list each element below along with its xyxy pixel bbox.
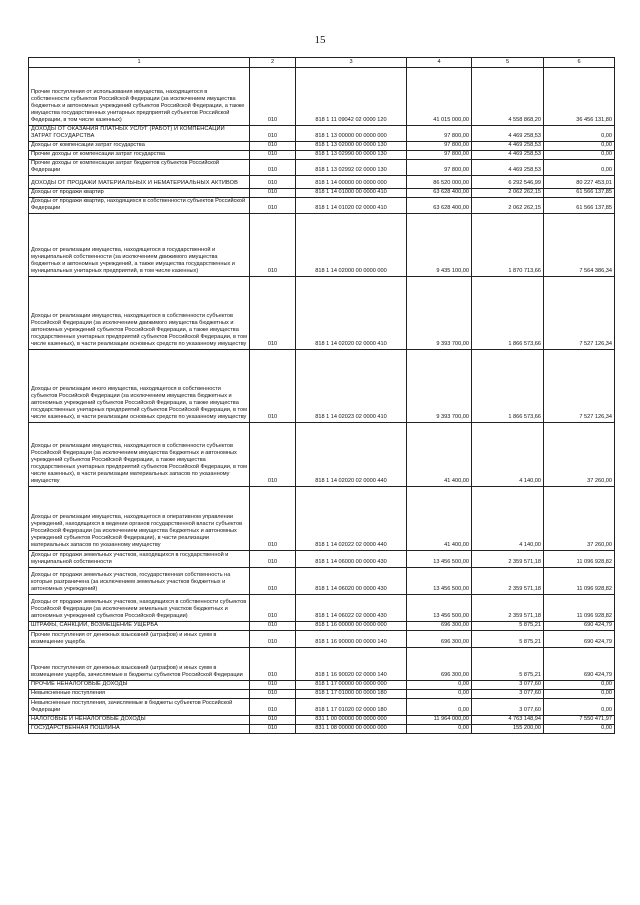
table-row	[29, 568, 615, 595]
row-name: Доходы от компенсации затрат государства	[29, 142, 250, 151]
row-executed-amount: 4 469 258,53	[472, 126, 544, 142]
row-budget-code: 818 1 17 01020 02 0000 180	[296, 699, 407, 716]
table-row	[29, 198, 615, 214]
row-approved-amount: 63 628 400,00	[407, 198, 472, 214]
row-approved-amount: 13 456 500,00	[407, 568, 472, 595]
table-row	[29, 551, 615, 568]
table-row	[29, 126, 615, 142]
table-row	[29, 631, 615, 648]
column-header: 5	[472, 58, 544, 68]
column-header: 2	[250, 58, 296, 68]
row-executed-amount: 5 875,21	[472, 631, 544, 648]
row-budget-code: 818 1 14 02023 02 0000 410	[296, 350, 407, 423]
row-line-code: 010	[250, 423, 296, 487]
table-row	[29, 160, 615, 176]
table-row	[29, 622, 615, 631]
table-row	[29, 423, 615, 487]
row-budget-code: 818 1 17 01000 00 0000 180	[296, 690, 407, 699]
row-approved-amount: 696 300,00	[407, 622, 472, 631]
row-executed-amount: 3 077,60	[472, 699, 544, 716]
row-line-code: 010	[250, 681, 296, 690]
row-unexecuted-amount: 0,00	[544, 681, 615, 690]
table-row	[29, 716, 615, 725]
column-header: 6	[544, 58, 615, 68]
row-name: Невыясненные поступления, зачисляемые в бюджеты субъектов Российской Федерации	[29, 699, 250, 716]
row-line-code: 010	[250, 160, 296, 176]
row-line-code: 010	[250, 189, 296, 198]
table-row	[29, 277, 615, 350]
row-unexecuted-amount: 37 260,00	[544, 487, 615, 551]
row-unexecuted-amount: 11 096 928,82	[544, 595, 615, 622]
table-row	[29, 595, 615, 622]
row-approved-amount: 13 456 500,00	[407, 551, 472, 568]
row-approved-amount: 97 800,00	[407, 160, 472, 176]
row-budget-code: 818 1 14 06020 00 0000 430	[296, 568, 407, 595]
row-line-code: 010	[250, 716, 296, 725]
row-executed-amount: 1 866 573,66	[472, 277, 544, 350]
row-line-code: 010	[250, 487, 296, 551]
row-name: Доходы от продажи земельных участков, государственная собственность на которые разграничена (за исключением земельных участков бюджетных и автономных учреждений)	[29, 568, 250, 595]
row-executed-amount: 4 469 258,53	[472, 142, 544, 151]
row-executed-amount: 4 140,00	[472, 487, 544, 551]
row-approved-amount: 97 800,00	[407, 126, 472, 142]
row-unexecuted-amount: 11 096 928,82	[544, 551, 615, 568]
row-line-code: 010	[250, 214, 296, 277]
table-row	[29, 176, 615, 189]
row-executed-amount: 2 359 571,18	[472, 595, 544, 622]
row-name: Невыясненные поступления	[29, 690, 250, 699]
row-unexecuted-amount: 0,00	[544, 142, 615, 151]
row-unexecuted-amount: 0,00	[544, 690, 615, 699]
row-unexecuted-amount: 0,00	[544, 699, 615, 716]
row-line-code: 010	[250, 648, 296, 681]
table-row	[29, 681, 615, 690]
row-name: ПРОЧИЕ НЕНАЛОГОВЫЕ ДОХОДЫ	[29, 681, 250, 690]
row-line-code: 010	[250, 699, 296, 716]
row-line-code: 010	[250, 198, 296, 214]
row-executed-amount: 1 870 713,66	[472, 214, 544, 277]
row-executed-amount: 4 469 258,53	[472, 151, 544, 160]
row-budget-code: 818 1 14 02020 02 0000 440	[296, 423, 407, 487]
row-name: ГОСУДАРСТВЕННАЯ ПОШЛИНА	[29, 725, 250, 734]
row-line-code: 010	[250, 622, 296, 631]
row-unexecuted-amount: 7 527 126,34	[544, 277, 615, 350]
row-budget-code: 818 1 14 00000 00 0000 000	[296, 176, 407, 189]
table-row	[29, 68, 615, 126]
row-executed-amount: 3 077,60	[472, 681, 544, 690]
row-name: Доходы от продажи квартир	[29, 189, 250, 198]
row-budget-code: 818 1 11 09042 02 0000 120	[296, 68, 407, 126]
row-unexecuted-amount: 0,00	[544, 160, 615, 176]
row-executed-amount: 1 866 573,66	[472, 350, 544, 423]
column-header: 4	[407, 58, 472, 68]
row-executed-amount: 2 359 571,18	[472, 551, 544, 568]
row-approved-amount: 0,00	[407, 699, 472, 716]
row-line-code: 010	[250, 631, 296, 648]
row-name: ДОХОДЫ ОТ ПРОДАЖИ МАТЕРИАЛЬНЫХ И НЕМАТЕРИАЛЬНЫХ АКТИВОВ	[29, 176, 250, 189]
row-budget-code: 818 1 13 02000 00 0000 130	[296, 142, 407, 151]
row-line-code: 010	[250, 551, 296, 568]
row-approved-amount: 41 015 000,00	[407, 68, 472, 126]
row-approved-amount: 41 400,00	[407, 423, 472, 487]
table-row	[29, 214, 615, 277]
row-approved-amount: 696 300,00	[407, 631, 472, 648]
row-budget-code: 818 1 14 01000 00 0000 410	[296, 189, 407, 198]
row-line-code: 010	[250, 690, 296, 699]
table-row	[29, 648, 615, 681]
row-line-code: 010	[250, 151, 296, 160]
page-number: 15	[314, 34, 326, 46]
row-executed-amount: 4 558 868,20	[472, 68, 544, 126]
table-row	[29, 350, 615, 423]
row-unexecuted-amount: 690 424,79	[544, 631, 615, 648]
column-number-header	[29, 58, 615, 68]
row-executed-amount: 5 875,21	[472, 622, 544, 631]
row-approved-amount: 9 435 100,00	[407, 214, 472, 277]
row-executed-amount: 4 140,00	[472, 423, 544, 487]
row-name: Доходы от продажи квартир, находящихся в собственности субъектов Российской Федерации	[29, 198, 250, 214]
table-row	[29, 487, 615, 551]
row-budget-code: 818 1 14 02000 00 0000 000	[296, 214, 407, 277]
row-budget-code: 818 1 13 00000 00 0000 000	[296, 126, 407, 142]
row-unexecuted-amount: 690 424,79	[544, 648, 615, 681]
row-name: Доходы от реализации иного имущества, находящегося в собственности субъектов Российской Федерации (за исключением имущества бюджетных и автономных учреждений субъектов Российской Федерации, а также имущества государственных унитарных предприятий субъектов Российской Федерации, в том числе казенных), в части реализации основных средств по указанному имуществу	[29, 350, 250, 423]
row-name: Прочие поступления от денежных взысканий (штрафов) и иных сумм в возмещение ущерба, зачисляемые в бюджеты субъектов Российской Федерации	[29, 648, 250, 681]
row-line-code: 010	[250, 350, 296, 423]
row-name: Прочие доходы от компенсации затрат бюджетов субъектов Российской Федерации	[29, 160, 250, 176]
row-executed-amount: 2 062 262,15	[472, 198, 544, 214]
row-unexecuted-amount: 7 564 386,34	[544, 214, 615, 277]
row-name: Доходы от реализации имущества, находящегося в оперативном управлении учреждений, находящихся в ведении органов государственной власти субъектов Российской Федерации (за исключением имущества бюджетных и автономных учреждений субъектов Российской Федерации), в части реализации материальных запасов по указанному имуществу	[29, 487, 250, 551]
row-unexecuted-amount: 80 227 453,01	[544, 176, 615, 189]
row-unexecuted-amount: 11 096 928,82	[544, 568, 615, 595]
row-unexecuted-amount: 61 566 137,85	[544, 189, 615, 198]
row-budget-code: 831 1 00 00000 00 0000 000	[296, 716, 407, 725]
row-approved-amount: 0,00	[407, 690, 472, 699]
row-budget-code: 818 1 16 00000 00 0000 000	[296, 622, 407, 631]
row-name: ДОХОДЫ ОТ ОКАЗАНИЯ ПЛАТНЫХ УСЛУГ (РАБОТ) И КОМПЕНСАЦИИ ЗАТРАТ ГОСУДАРСТВА	[29, 126, 250, 142]
row-line-code: 010	[250, 142, 296, 151]
row-budget-code: 818 1 14 06022 02 0000 430	[296, 595, 407, 622]
row-budget-code: 818 1 16 90020 02 0000 140	[296, 648, 407, 681]
row-executed-amount: 5 875,21	[472, 648, 544, 681]
table-row	[29, 151, 615, 160]
row-name: Доходы от реализации имущества, находящегося в собственности субъектов Российской Федерации (за исключением имущества бюджетных и автономных учреждений субъектов Российской Федерации, а также имущества государственных унитарных предприятий субъектов Российской Федерации, в том числе казенных), в части реализации материальных запасов по указанному имуществу	[29, 423, 250, 487]
row-unexecuted-amount: 36 456 131,80	[544, 68, 615, 126]
row-approved-amount: 9 393 700,00	[407, 277, 472, 350]
row-unexecuted-amount: 0,00	[544, 126, 615, 142]
row-unexecuted-amount: 7 550 471,97	[544, 716, 615, 725]
row-unexecuted-amount: 690 424,79	[544, 622, 615, 631]
row-line-code: 010	[250, 568, 296, 595]
row-unexecuted-amount: 61 566 137,85	[544, 198, 615, 214]
column-header: 1	[29, 58, 250, 68]
row-name: Прочие поступления от денежных взысканий (штрафов) и иных сумм в возмещение ущерба	[29, 631, 250, 648]
table-row	[29, 142, 615, 151]
row-executed-amount: 155 200,00	[472, 725, 544, 734]
row-executed-amount: 4 469 258,53	[472, 160, 544, 176]
row-name: Доходы от продажи земельных участков, находящихся в собственности субъектов Российской Федерации (за исключением земельных участков бюджетных и автономных учреждений субъектов Российской Федерации)	[29, 595, 250, 622]
row-name: Доходы от реализации имущества, находящегося в государственной и муниципальной собственности (за исключением движимого имущества бюджетных и автономных учреждений, а также имущества государственных и муниципальных унитарных предприятий, в том числе казенных)	[29, 214, 250, 277]
row-approved-amount: 86 520 000,00	[407, 176, 472, 189]
row-name: Доходы от реализации имущества, находящегося в собственности субъектов Российской Федерации (за исключением движимого имущества бюджетных и автономных учреждений субъектов Российской Федерации, а также имущества государственных унитарных предприятий субъектов Российской Федерации, в том числе казенных), в части реализации основных средств по указанному имуществу	[29, 277, 250, 350]
row-line-code: 010	[250, 595, 296, 622]
row-approved-amount: 97 800,00	[407, 151, 472, 160]
column-header: 3	[296, 58, 407, 68]
row-budget-code: 831 1 08 00000 00 0000 000	[296, 725, 407, 734]
row-budget-code: 818 1 14 02020 02 0000 410	[296, 277, 407, 350]
budget-revenue-table	[28, 57, 615, 734]
row-line-code: 010	[250, 68, 296, 126]
row-approved-amount: 9 393 700,00	[407, 350, 472, 423]
row-approved-amount: 63 628 400,00	[407, 189, 472, 198]
row-executed-amount: 4 763 148,94	[472, 716, 544, 725]
row-name: Прочие доходы от компенсации затрат государства	[29, 151, 250, 160]
row-budget-code: 818 1 13 02990 00 0000 130	[296, 151, 407, 160]
row-name: НАЛОГОВЫЕ И НЕНАЛОГОВЫЕ ДОХОДЫ	[29, 716, 250, 725]
row-name: ШТРАФЫ, САНКЦИИ, ВОЗМЕЩЕНИЕ УЩЕРБА	[29, 622, 250, 631]
row-line-code: 010	[250, 126, 296, 142]
row-name: Доходы от продажи земельных участков, находящихся в государственной и муниципальной собственности	[29, 551, 250, 568]
row-unexecuted-amount: 0,00	[544, 151, 615, 160]
row-budget-code: 818 1 14 06000 00 0000 430	[296, 551, 407, 568]
row-unexecuted-amount: 37 260,00	[544, 423, 615, 487]
row-approved-amount: 0,00	[407, 681, 472, 690]
row-unexecuted-amount: 0,00	[544, 725, 615, 734]
row-approved-amount: 0,00	[407, 725, 472, 734]
row-approved-amount: 97 800,00	[407, 142, 472, 151]
row-approved-amount: 13 456 500,00	[407, 595, 472, 622]
row-unexecuted-amount: 7 527 126,34	[544, 350, 615, 423]
table-row	[29, 699, 615, 716]
row-budget-code: 818 1 14 02022 02 0000 440	[296, 487, 407, 551]
row-executed-amount: 6 292 546,99	[472, 176, 544, 189]
row-budget-code: 818 1 16 90000 00 0000 140	[296, 631, 407, 648]
table-row	[29, 189, 615, 198]
row-line-code: 010	[250, 176, 296, 189]
row-executed-amount: 3 077,60	[472, 690, 544, 699]
row-budget-code: 818 1 17 00000 00 0000 000	[296, 681, 407, 690]
table-row	[29, 690, 615, 699]
row-budget-code: 818 1 13 02992 02 0000 130	[296, 160, 407, 176]
row-approved-amount: 696 300,00	[407, 648, 472, 681]
row-approved-amount: 11 964 000,00	[407, 716, 472, 725]
row-line-code: 010	[250, 277, 296, 350]
row-executed-amount: 2 062 262,15	[472, 189, 544, 198]
table-row	[29, 725, 615, 734]
row-line-code: 010	[250, 725, 296, 734]
row-name: Прочие поступления от использования имущества, находящегося в собственности субъектов Российской Федерации (за исключением имущества бюджетных и автономных учреждений субъектов Российской Федерации, а также имущества государственных унитарных предприятий субъектов Российской Федерации, в том числе казенных)	[29, 68, 250, 126]
row-budget-code: 818 1 14 01020 02 0000 410	[296, 198, 407, 214]
row-executed-amount: 2 359 571,18	[472, 568, 544, 595]
row-approved-amount: 41 400,00	[407, 487, 472, 551]
